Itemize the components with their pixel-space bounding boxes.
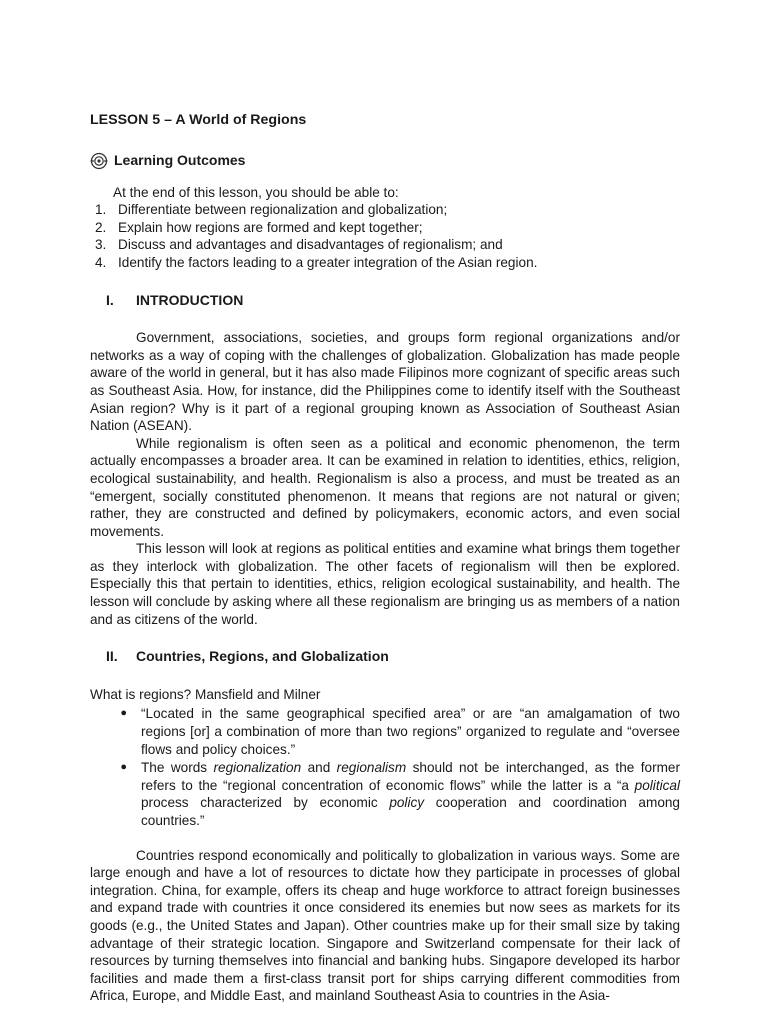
bullet-icon: ●	[120, 761, 127, 774]
bullet-list	[90, 705, 680, 829]
target-icon	[90, 152, 108, 170]
bullet-text	[141, 759, 680, 829]
list-text: Discuss and advantages and disadvantages of regionalism; and	[118, 237, 503, 253]
italic-term: policy	[389, 795, 425, 811]
section-heading-introduction	[90, 292, 680, 310]
paragraph: Countries respond economically and politically to globalization in various ways. Some are large enough and have a lot of resources to dictate how they participate in processes of global integration. China, for example, offers its cheap and huge workforce to attract foreign businesses and expand trade with countries it once considered its enemies but now sees as markets for its goods (e.g., the United States and Japan). Other countries make up for their small size by taking advantage of their strategic location. Singapore and Switzerland compensate for their lack of resources by turning themselves into financial and banking hubs. Singapore developed its harbor facilities and made them a first-class transit port for ships carrying different commodities from Africa, Europe, and Middle East, and mainland Southeast Asia to countries in the Asia-	[90, 847, 680, 1004]
list-number: 3.	[95, 237, 107, 253]
list-item	[90, 254, 680, 272]
spacer	[90, 831, 680, 847]
paragraph: While regionalism is often seen as a political and economic phenomenon, the term actually encompasses a broader area. It can be examined in relation to identities, ethics, religion, ecological sustainability, and health. Regionalism is also a process, and must be treated as an “emergent, socially constituted phenomenon. It means that regions are not natural or given; rather, they are constructed and defined by policymakers, economic actors, and even social movements.	[90, 435, 680, 539]
text-run: cooperation and coordination among countries.”	[141, 795, 680, 828]
paragraph: Government, associations, societies, and groups form regional organizations and/or networks as a way of coping with the challenges of globalization. Globalization has made people aware of the world in general, but it has also made Filipinos more cognizant of specific areas such as Southeast Asia. How, for instance, did the Philippines come to identify itself with the Southeast Asian region? Why is it part of a regional grouping known as Association of Southeast Asian Nation (ASEAN).	[90, 330, 680, 434]
text-run: and	[301, 760, 337, 776]
list-item	[90, 201, 680, 219]
list-item	[90, 705, 680, 758]
list-number: 1.	[95, 202, 107, 218]
text-run: The words	[141, 760, 214, 776]
paragraph: This lesson will look at regions as political entities and examine what brings them together as they interlock with globalization. The other facets of regionalism will then be explored. Especially this that pertain to identities, ethics, religion ecological sustainability, and health. The lesson will conclude by asking where all these regionalism are bringing us as members of a nation and as citizens of the world.	[90, 541, 680, 627]
section-heading-countries	[90, 648, 680, 666]
section-numeral: I.	[106, 291, 114, 308]
list-text: Explain how regions are formed and kept together;	[118, 219, 423, 235]
section-numeral: II.	[106, 648, 118, 665]
text-run: should not be interchanged, as the former refers to the “regional concentration of economic flows” while the latter is a “a	[141, 760, 681, 793]
bullet-icon: ●	[120, 707, 127, 720]
list-number: 2.	[95, 219, 107, 235]
learning-outcomes-label: Learning Outcomes	[114, 151, 246, 168]
section-title: INTRODUCTION	[136, 291, 244, 308]
text-run: process characterized by economic	[141, 795, 390, 811]
list-text: Differentiate between regionalization and globalization;	[118, 202, 448, 218]
italic-term: regionalization	[213, 760, 302, 776]
lesson-title: LESSON 5 – A World of Regions	[90, 112, 307, 128]
list-item	[90, 236, 680, 254]
section-title: Countries, Regions, and Globalization	[136, 648, 389, 665]
list-item	[90, 759, 680, 829]
question-line: What is regions? Mansfield and Milner	[90, 686, 321, 702]
list-number: 4.	[95, 254, 107, 270]
outcomes-list	[90, 201, 680, 271]
list-text: Identify the factors leading to a greater integration of the Asian region.	[118, 254, 538, 270]
bullet-text: “Located in the same geographical specified area” or are “an amalgamation of two regions [or] a combination of more than two regions” organized to regulate and “oversee flows and policy choices.”	[141, 706, 680, 757]
outcomes-intro: At the end of this lesson, you should be able to:	[113, 184, 399, 200]
learning-outcomes-heading	[90, 152, 680, 170]
list-item	[90, 219, 680, 237]
italic-term: political	[634, 777, 680, 793]
italic-term: regionalism	[336, 760, 407, 776]
